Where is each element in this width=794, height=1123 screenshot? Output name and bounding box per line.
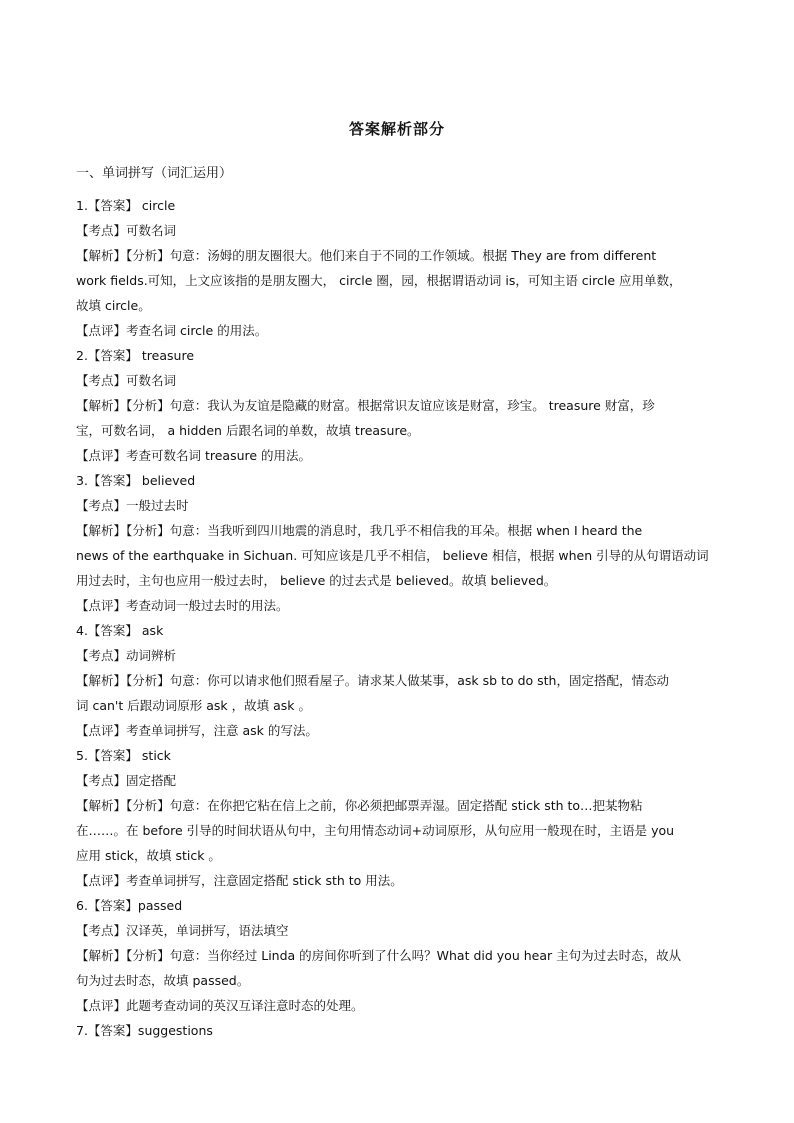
answer-line: 【解析】【分析】句意：我认为友谊是隐藏的财富。根据常识友谊应该是财富，珍宝。 treasure 财富，珍 [76, 398, 655, 413]
answer-line: 宝，可数名词， a hidden 后跟名词的单数，故填 treasure。 [76, 423, 420, 438]
answer-line: 【考点】汉译英，单词拼写，语法填空 [76, 923, 289, 938]
answer-line: 故填 circle。 [76, 298, 151, 313]
section-heading: 一、单词拼写（词汇运用） [76, 166, 233, 181]
answer-line: 【点评】考查动词一般过去时的用法。 [76, 598, 289, 613]
answer-line: 【点评】考查单词拼写，注意固定搭配 stick sth to 用法。 [76, 873, 403, 888]
answer-line: 【考点】可数名词 [76, 223, 177, 238]
answer-line: 【考点】可数名词 [76, 373, 177, 388]
answer-line: news of the earthquake in Sichuan. 可知应该是几乎不相信， believe 相信，根据 when 引导的从句谓语动词 [76, 548, 709, 563]
answer-line: work fields.可知，上文应该指的是朋友圈大， circle 圈，园，根据谓语动词 is，可知主语 circle 应用单数， [76, 273, 682, 288]
answer-line: 句为过去时态，故填 passed。 [76, 973, 250, 988]
answer-line: 【点评】此题考查动词的英汉互译注意时态的处理。 [76, 998, 364, 1013]
answer-line: 【解析】【分析】句意：你可以请求他们照看屋子。请求某人做某事，ask sb to do sth，固定搭配，情态动 [76, 673, 669, 688]
answer-line: 【点评】考查可数名词 treasure 的用法。 [76, 448, 312, 463]
answer-line: 【考点】固定搭配 [76, 773, 177, 788]
answer-body [76, 193, 720, 1043]
answer-line: 【解析】【分析】句意：在你把它粘在信上之前，你必须把邮票弄湿。固定搭配 stick sth to…把某物粘 [76, 798, 643, 813]
answer-line: 【考点】动词辨析 [76, 648, 177, 663]
answer-line: 1.【答案】 circle [76, 198, 176, 213]
answer-line: 用过去时，主句也应用一般过去时， believe 的过去式是 believed。故填 believed。 [76, 573, 557, 588]
answer-line: 【考点】一般过去时 [76, 498, 189, 513]
page-title: 答案解析部分 [348, 120, 445, 138]
answer-line: 5.【答案】 stick [76, 748, 171, 763]
answer-line: 应用 stick，故填 stick 。 [76, 848, 221, 863]
answer-line: 4.【答案】 ask [76, 623, 164, 638]
answer-line: 【点评】考查名词 circle 的用法。 [76, 323, 268, 338]
answer-line: 2.【答案】 treasure [76, 348, 195, 363]
answer-line: 词 can't 后跟动词原形 ask ，故填 ask 。 [76, 698, 311, 713]
answer-line: 3.【答案】 believed [76, 473, 196, 488]
answer-line: 在……。在 before 引导的时间状语从句中，主句用情态动词+动词原形，从句应用一般现在时，主语是 you [76, 823, 675, 838]
answer-line: 【解析】【分析】句意：当你经过 Linda 的房间你听到了什么吗？What did you hear 主句为过去时态，故从 [76, 948, 682, 963]
answer-line: 6.【答案】passed [76, 898, 183, 913]
answer-line: 【解析】【分析】句意：当我听到四川地震的消息时，我几乎不相信我的耳朵。根据 when I heard the [76, 523, 643, 538]
answer-line: 【解析】【分析】句意：汤姆的朋友圈很大。他们来自于不同的工作领域。根据 They are from different [76, 248, 657, 263]
answer-line: 【点评】考查单词拼写，注意 ask 的写法。 [76, 723, 318, 738]
answer-line: 7.【答案】suggestions [76, 1023, 213, 1038]
